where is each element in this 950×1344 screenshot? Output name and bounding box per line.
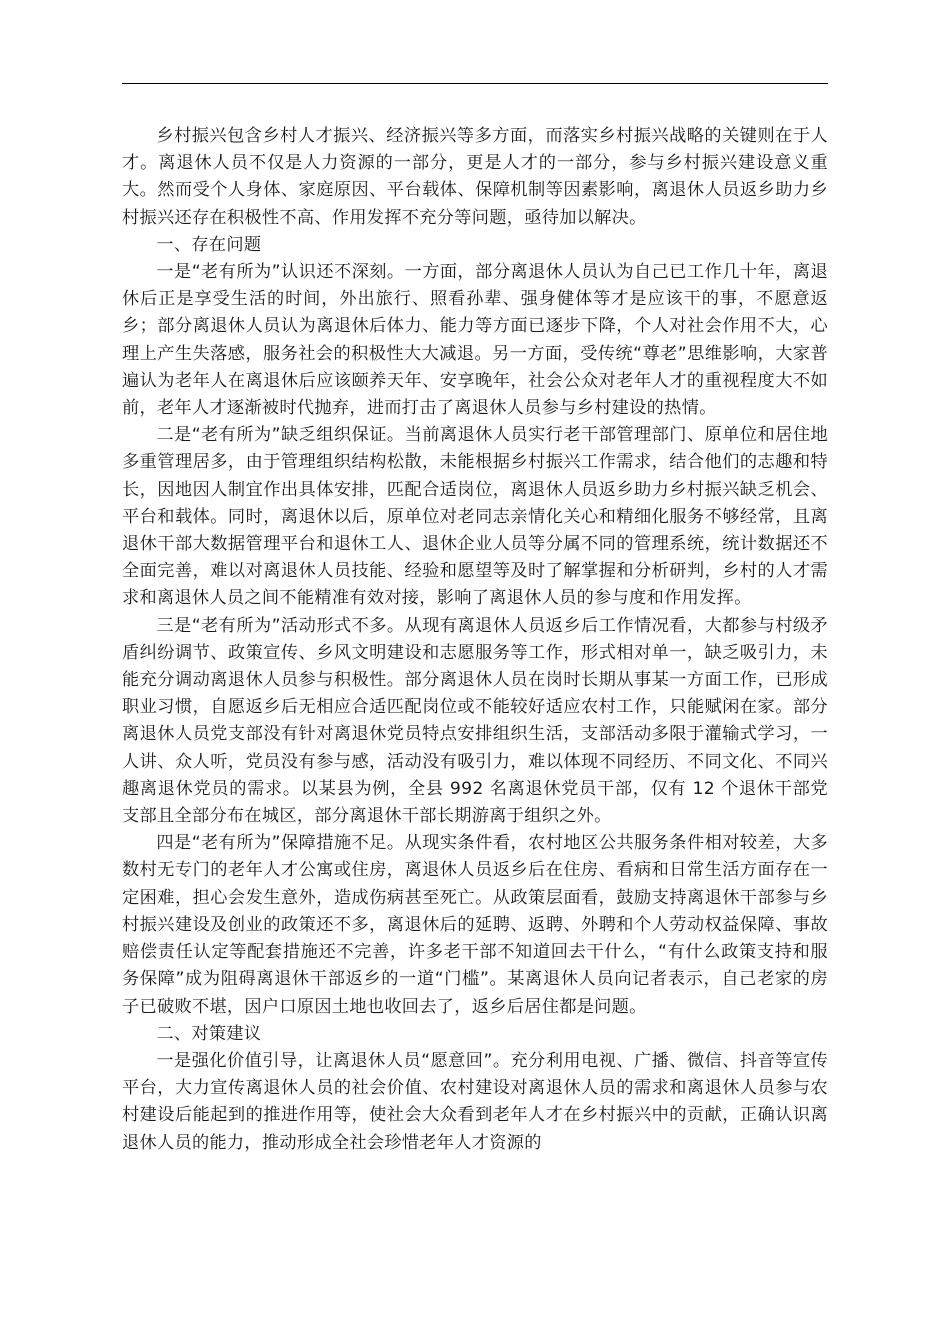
problem-paragraph-3: 三是“老有所为”活动形式不多。从现有离退休人员返乡后工作情况看，大都参与村级矛盾纠纷调节、政策宣传、乡风文明建设和志愿服务等工作，形式相对单一，缺乏吸引力，未能充分调动离退休人员参与积极性。部分离退休人员在岗时长期从事某一方面工作，已形成职业习惯，自愿返乡后无相应合适匹配岗位或不能较好适应农村工作，只能赋闲在家。部分离退休人员党支部没有针对离退休党员特点安排组织生活，支部活动多限于灌输式学习，一人讲、众人听，党员没有参与感，活动没有吸引力，难以体现不同经历、不同文化、不同兴趣离退休党员的需求。以某县为例，全县 992 名离退休党员干部，仅有 12 个退休干部党支部且全部分布在城区，部分离退休干部长期游离于组织之外。 <box>122 615 828 827</box>
header-rule <box>122 83 828 84</box>
section-heading-suggestions: 二、对策建议 <box>156 1023 262 1044</box>
intro-paragraph: 乡村振兴包含乡村人才振兴、经济振兴等多方面，而落实乡村振兴战略的关键则在于人才。离退休人员不仅是人力资源的一部分，更是人才的一部分，参与乡村振兴建设意义重大。然而受个人身体、家庭原因、平台载体、保障机制等因素影响，离退休人员返乡助力乡村振兴还存在积极性不高、作用发挥不充分等问题，亟待加以解决。 <box>122 126 828 228</box>
problem-paragraph-4: 四是“老有所为”保障措施不足。从现实条件看，农村地区公共服务条件相对较差，大多数村无专门的老年人才公寓或住房，离退休人员返乡后在住房、看病和日常生活方面存在一定困难，担心会发生意外，造成伤病甚至死亡。从政策层面看，鼓励支持离退休干部参与乡村振兴建设及创业的政策还不多，离退休后的延聘、返聘、外聘和个人劳动权益保障、事故赔偿责任认定等配套措施还不完善，许多老干部不知道回去干什么，“有什么政策支持和服务保障”成为阻碍离退休干部返乡的一道“门槛”。某离退休人员向记者表示，自己老家的房子已破败不堪，因户口原因土地也收回去了，返乡后居住都是问题。 <box>122 833 828 1017</box>
problem-paragraph-1: 一是“老有所为”认识还不深刻。一方面，部分离退休人员认为自己已工作几十年，离退休后正是享受生活的时间，外出旅行、照看孙辈、强身健体等才是应该干的事，不愿意返乡；部分离退休人员认为离退休后体力、能力等方面已逐步下降，个人对社会作用不大，心理上产生失落感，服务社会的积极性大大减退。另一方面，受传统“尊老”思维影响，大家普遍认为老年人在离退休后应该颐养天年、安享晚年，社会公众对老年人才的重视程度大不如前，老年人才逐渐被时代抛弃，进而打击了离退休人员参与乡村建设的热情。 <box>122 262 828 419</box>
suggestion-paragraph-1: 一是强化价值引导，让离退休人员“愿意回”。充分利用电视、广播、微信、抖音等宣传平台，大力宣传离退休人员的社会价值、农村建设对离退休人员的需求和离退休人员参与农村建设后能起到的推进作用等，使社会大众看到老年人才在乡村振兴中的贡献，正确认识离退休人员的能力，推动形成全社会珍惜老年人才资源的 <box>122 1050 828 1153</box>
document-body <box>122 123 828 1157</box>
problem-paragraph-2: 二是“老有所为”缺乏组织保证。当前离退休人员实行老干部管理部门、原单位和居住地多重管理居多，由于管理组织结构松散，未能根据乡村振兴工作需求，结合他们的志趣和特长，因地因人制宜作出具体安排，匹配合适岗位，离退休人员返乡助力乡村振兴缺乏机会、平台和载体。同时，离退休以后，原单位对老同志亲情化关心和精细化服务不够经常，且离退休干部大数据管理平台和退休工人、退休企业人员等分属不同的管理系统，统计数据还不全面完善，难以对离退休人员技能、经验和愿望等及时了解掌握和分析研判，乡村的人才需求和离退休人员之间不能精准有效对接，影响了离退休人员的参与度和作用发挥。 <box>122 425 828 609</box>
section-heading-problems: 一、存在问题 <box>156 234 262 255</box>
